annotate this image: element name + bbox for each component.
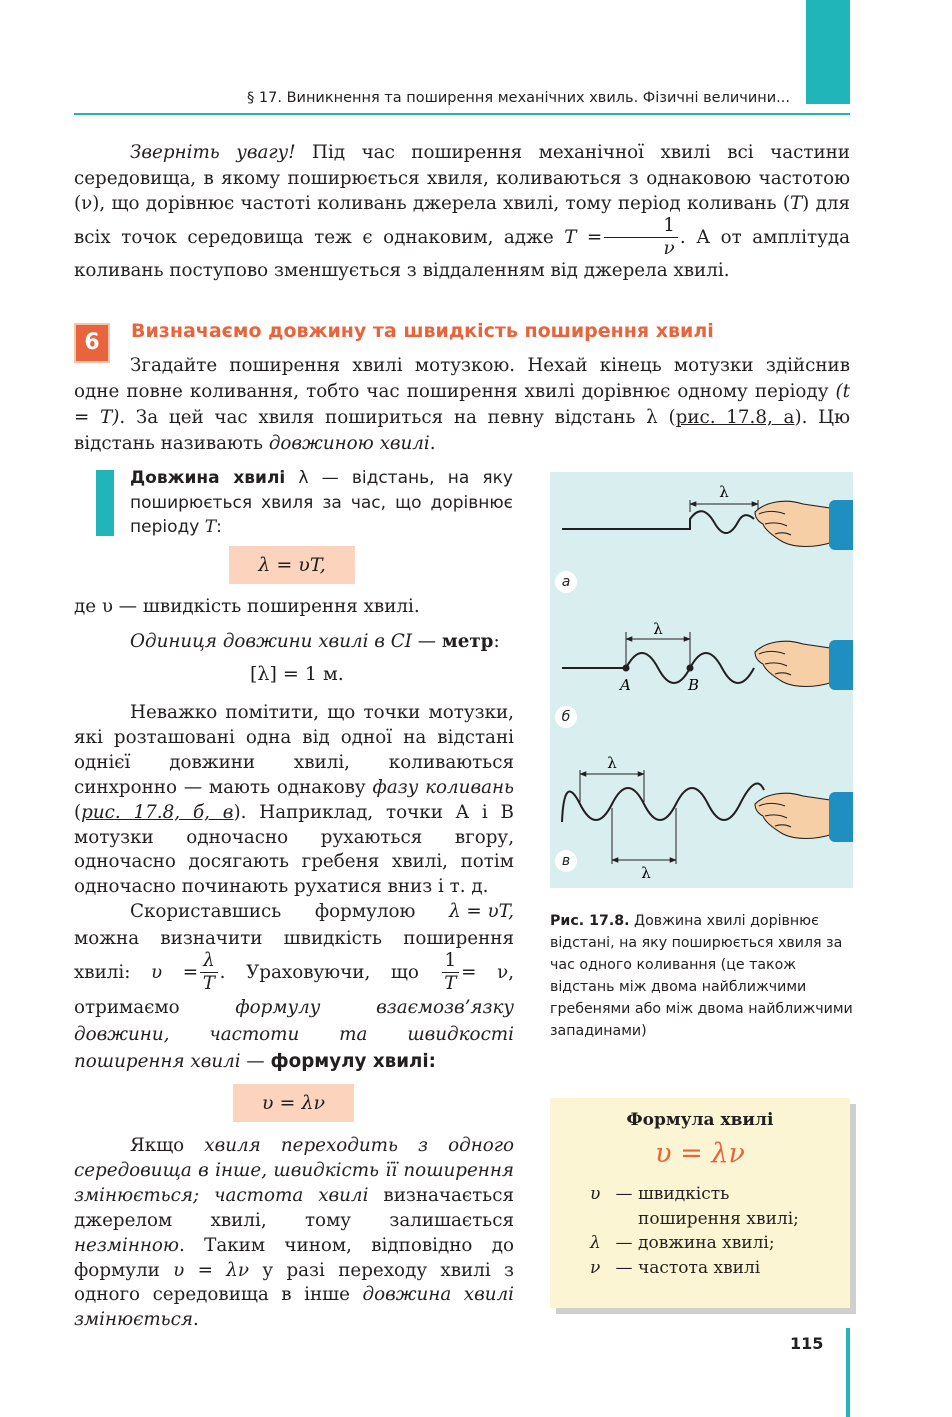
definition-marker <box>96 470 114 536</box>
hand-b <box>755 640 853 690</box>
term-phase: фазу коливань <box>372 776 514 798</box>
term-wavelength: довжиною хвилі <box>268 433 430 454</box>
paragraph-wave-speed: Скориставшись формулою λ = υT, можна визначити швидкість поширення хвилі: υ = $\frac{\lambda}{T}$ . Ураховуючи, що $\frac{1}{T}$ = ν, отримаємо формулу взаємозв’язку довжини, частоти та швидкості поширення хвилі — формулу хвилі: <box>74 901 515 1072</box>
panel-a-wave <box>562 500 853 550</box>
panel-a-letter: а <box>555 571 577 593</box>
period-formula: T = <box>564 226 603 248</box>
summary-item: υ — швидкість поширення хвилі; <box>590 1184 799 1229</box>
summary-item: ν — частота хвилі <box>590 1257 761 1278</box>
paragraph-wavelength-intro: Згадайте поширення хвилі мотузкою. Нехай кінець мотузки здійснив одне повне коливання, тобто час поширення хвилі дорівнює одному періоду (t = T). За цей час хвиля пошириться на певну відстань λ (рис. 17.8, а). Цю відстань називають довжиною хвилі. <box>74 355 850 454</box>
header-rule <box>74 113 850 115</box>
hand-a <box>755 500 853 550</box>
formula-box-wave: υ = λν <box>233 1084 354 1122</box>
where-line: де υ — швидкість поширення хвилі. <box>74 596 420 617</box>
intro-paragraph: Зверніть увагу! Під час поширення механічної хвилі всі частини середовища, в якому поширюється хвиля, коливаються з однаковою частотою (ν), що дорівнює частоті коливань джерела хвилі, тому період коливань (T) для всіх точок середовища теж є однаковим, адже T = $\frac{1}{\nu}$ . А от амплітуда коливань поступово зменшується з віддаленням від джерела хвилі. <box>74 142 851 282</box>
summary-formula: υ = λν <box>655 1138 745 1169</box>
speed-fraction: $\frac{\lambda}{T}$ <box>200 952 218 994</box>
paragraph-medium-change: Якщо хвиля переходить з одного середовища в інше, швидкість її поширення змінюється; частота хвилі визначається джерелом хвилі, тому залишається незмінною. Таким чином, відповідно до формули υ = λν у разі переходу хвилі з одного середовища в інше довжина хвилі змінюється. <box>74 1135 515 1331</box>
hand-c <box>755 792 853 842</box>
attention-label: Зверніть увагу! <box>130 142 296 163</box>
unit-line: Одиниця довжини хвилі в СІ — метр: <box>130 631 500 652</box>
section-title: Визначаємо довжину та швидкість поширення хвилі <box>131 320 714 342</box>
summary-box <box>550 1098 850 1308</box>
summary-item: λ — довжина хвилі; <box>590 1233 775 1253</box>
panel-b-letter: б <box>555 706 577 728</box>
page-number-bar <box>846 1328 850 1417</box>
formula-box-wavelength: λ = υT, <box>229 546 355 584</box>
panel-c-wave <box>562 770 853 864</box>
unit-formula: [λ] = 1 м. <box>250 663 344 685</box>
panel-b-lambda: λ <box>653 620 663 638</box>
running-header: § 17. Виникнення та поширення механічних хвиль. Фізичні величини... <box>247 90 790 106</box>
period-fraction: $\frac{1}{\nu}$ <box>604 217 678 259</box>
panel-a-lambda: λ <box>719 483 729 501</box>
frequency-fraction: $\frac{1}{T}$ <box>442 952 460 994</box>
figure-reference-bv[interactable]: рис. 17.8, б, в <box>81 801 234 823</box>
term-wave-formula: формулу взаємозв’язку довжини, частоти та швидкості поширення хвилі <box>74 996 515 1072</box>
figure-reference-a[interactable]: рис. 17.8, а <box>675 407 795 428</box>
page-number: 115 <box>790 1334 824 1353</box>
summary-title: Формула хвилі <box>626 1110 774 1130</box>
paragraph-phase: Неважко помітити, що точки мотузки, які розташовані одна від одної на відстані однієї довжини хвилі, коливаються синхронно — мають однакову фазу коливань (рис. 17.8, б, в). Наприклад, точки A і B мотузки одночасно рухаються вгору, одночасно досягають гребеня хвилі, потім одночасно починають рухатися вниз і т. д. <box>74 702 514 898</box>
point-a-label: A <box>620 676 631 694</box>
point-b-label: B <box>688 676 700 694</box>
figure-17-8 <box>550 472 853 888</box>
summary-list <box>590 1182 830 1280</box>
panel-b-wave <box>562 632 853 690</box>
header-color-tab <box>806 0 850 104</box>
figure-caption: Рис. 17.8. Довжина хвилі дорівнює відстані, на яку поширюється хвиля за час одного коливання (це також відстань між двома найближчими гребенями або між двома найближчими западинами) <box>550 913 853 1039</box>
panel-c-lambda-bottom: λ <box>641 864 651 882</box>
section-number-badge: 6 <box>74 323 110 363</box>
panel-c-letter: в <box>555 850 577 872</box>
figure-wave-illustration <box>550 472 853 888</box>
definition-wavelength: Довжина хвилі λ — відстань, на яку поширюється хвиля за час, що дорівнює періоду T: <box>130 468 513 537</box>
panel-c-lambda-top: λ <box>607 754 617 772</box>
